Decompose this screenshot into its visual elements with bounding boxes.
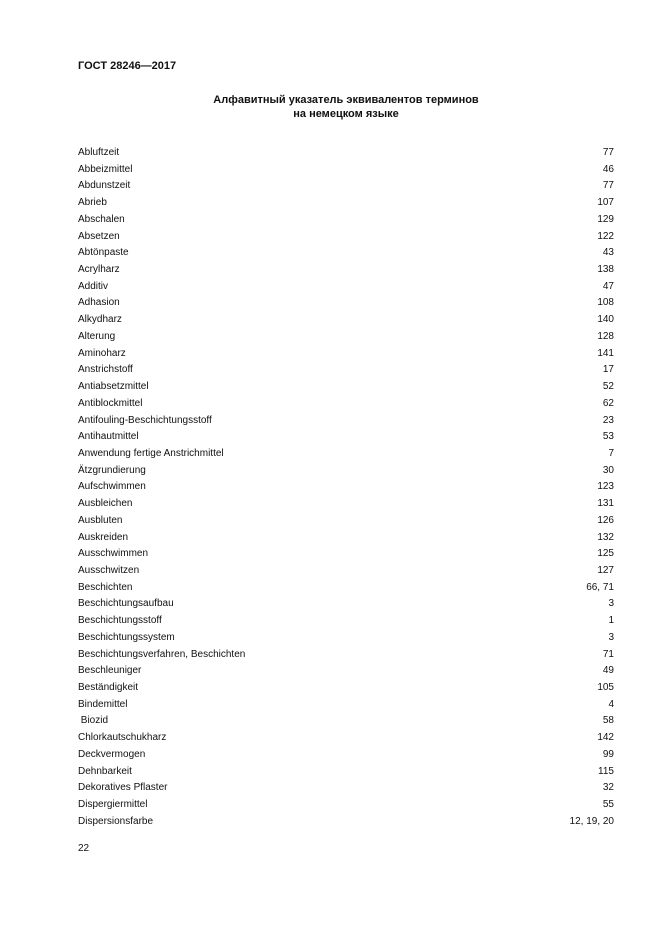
- index-page-ref: 115: [598, 765, 614, 777]
- index-page-ref: 53: [602, 431, 614, 443]
- index-title-line-1: Алфавитный указатель эквивалентов терминов: [213, 94, 479, 106]
- standard-header: ГОСТ 28246—2017: [78, 60, 177, 72]
- index-entry: [78, 697, 614, 714]
- index-entry: [78, 647, 614, 664]
- index-page-ref: 17: [602, 364, 614, 376]
- index-term: Abbeizmittel: [78, 163, 133, 175]
- index-page-ref: 129: [597, 213, 614, 225]
- index-entry: [78, 145, 614, 162]
- index-entry: [78, 747, 614, 764]
- index-term: Beständigkeit: [78, 682, 139, 693]
- index-term: Acrylharz: [78, 264, 120, 276]
- index-term: Antifouling-Beschichtungsstoff: [78, 414, 212, 426]
- index-page-ref: 1: [608, 615, 614, 627]
- index-page-ref: 52: [602, 381, 614, 393]
- index-term: Absetzen: [78, 230, 120, 242]
- index-entry: [78, 396, 614, 413]
- index-term: Ausbleichen: [78, 498, 133, 510]
- page-number: 22: [78, 843, 90, 854]
- index-term: Deckvermogen: [78, 748, 146, 760]
- index-term: Anstrichstoff: [78, 364, 133, 376]
- index-entry: [78, 446, 614, 463]
- index-page-ref: 132: [597, 531, 614, 543]
- index-entry: [78, 245, 614, 262]
- index-page-ref: 142: [597, 732, 614, 744]
- index-term: Dispergiermittel: [78, 799, 148, 811]
- index-page-ref: 58: [602, 715, 614, 727]
- index-entry: [78, 479, 614, 496]
- index-page-ref: 47: [602, 280, 614, 292]
- index-page-ref: 138: [597, 264, 614, 276]
- index-term: Alkydharz: [78, 314, 122, 326]
- index-term: Ätzgrundierung: [78, 464, 146, 476]
- index-page-ref: 128: [597, 330, 614, 342]
- index-page-ref: 105: [597, 682, 614, 693]
- index-page-ref: 108: [597, 297, 614, 309]
- index-entry: [78, 346, 614, 363]
- index-entry: [78, 463, 614, 480]
- term-index-list: [78, 145, 614, 830]
- index-entry: [78, 195, 614, 212]
- index-page-ref: 3: [608, 598, 614, 610]
- index-term: Ausschwitzen: [78, 564, 140, 576]
- index-page-ref: 7: [608, 447, 614, 459]
- index-page-ref: 125: [597, 548, 614, 560]
- index-entry: [78, 362, 614, 379]
- index-term: Anwendung fertige Anstrichmittel: [78, 447, 224, 459]
- index-term: Adhasion: [78, 297, 120, 309]
- index-entry: [78, 229, 614, 246]
- index-entry: [78, 413, 614, 430]
- index-entry: [78, 546, 614, 563]
- index-entry: [78, 496, 614, 513]
- index-entry: [78, 764, 614, 781]
- index-entry: [78, 178, 614, 195]
- index-page-ref: 32: [602, 782, 614, 794]
- index-term: Ausbluten: [78, 514, 123, 526]
- index-entry: [78, 663, 614, 680]
- index-page-ref: 131: [597, 498, 614, 510]
- index-entry: [78, 162, 614, 179]
- index-entry: [78, 513, 614, 530]
- index-page-ref: 71: [602, 648, 614, 660]
- index-page-ref: 4: [608, 698, 614, 710]
- index-page-ref: 99: [602, 748, 614, 760]
- index-term: Abluftzeit: [78, 147, 120, 158]
- index-term: Abrieb: [78, 197, 107, 209]
- index-entry: [78, 329, 614, 346]
- index-page-ref: 3: [608, 631, 614, 643]
- index-term: Abdunstzeit: [78, 180, 131, 192]
- index-page-ref: 30: [602, 464, 614, 476]
- index-term: Beschleuniger: [78, 665, 142, 677]
- index-entry: [78, 797, 614, 814]
- index-term: Alterung: [78, 330, 116, 342]
- index-term: Antiblockmittel: [78, 397, 143, 409]
- index-page-ref: 123: [597, 481, 614, 493]
- index-term: Dekoratives Pflaster: [78, 782, 168, 794]
- index-page-ref: 12, 19, 20: [569, 815, 614, 827]
- index-term: Beschichtungsaufbau: [78, 598, 174, 610]
- index-term: Ausschwimmen: [78, 548, 149, 560]
- index-page-ref: 62: [602, 397, 614, 409]
- index-entry: [78, 563, 614, 580]
- index-term: Additiv: [78, 280, 109, 292]
- index-page-ref: 140: [597, 314, 614, 326]
- index-entry: [78, 295, 614, 312]
- index-entry: [78, 429, 614, 446]
- index-page-ref: 66, 71: [586, 581, 614, 593]
- index-term: Beschichtungssystem: [78, 631, 175, 643]
- index-page-ref: 107: [597, 197, 614, 209]
- index-term: Biozid: [78, 715, 109, 727]
- index-page-ref: 127: [597, 564, 614, 576]
- index-term: Antiabsetzmittel: [78, 381, 149, 393]
- index-term: Auskreiden: [78, 531, 129, 543]
- index-term: Beschichtungsverfahren, Beschichten: [78, 648, 246, 660]
- index-page-ref: 77: [602, 180, 614, 192]
- index-page-ref: 23: [602, 414, 614, 426]
- index-term: Abschalen: [78, 213, 125, 225]
- index-entry: [78, 580, 614, 597]
- index-term: Aminoharz: [78, 347, 126, 359]
- index-page-ref: 43: [602, 247, 614, 259]
- index-page-ref: 55: [602, 799, 614, 811]
- index-page-ref: 126: [597, 514, 614, 526]
- index-entry: [78, 279, 614, 296]
- index-entry: [78, 379, 614, 396]
- index-term: Abtönpaste: [78, 247, 129, 259]
- index-term: Bindemittel: [78, 698, 128, 710]
- index-term: Beschichten: [78, 581, 133, 593]
- index-page-ref: 49: [602, 665, 614, 677]
- index-title-line-2: на немецком языке: [293, 108, 399, 120]
- index-term: Antihautmittel: [78, 431, 139, 443]
- index-term: Aufschwimmen: [78, 481, 146, 493]
- index-page-ref: 141: [597, 347, 614, 359]
- index-term: Dispersionsfarbe: [78, 815, 154, 827]
- index-entry: [78, 530, 614, 547]
- index-entry: [78, 630, 614, 647]
- index-page-ref: 77: [602, 147, 614, 158]
- index-entry: [78, 814, 614, 831]
- index-entry: [78, 730, 614, 747]
- index-entry: [78, 596, 614, 613]
- index-entry: [78, 212, 614, 229]
- index-page-ref: 122: [597, 230, 614, 242]
- index-title: [0, 93, 661, 121]
- index-entry: [78, 780, 614, 797]
- index-term: Dehnbarkeit: [78, 765, 132, 777]
- index-term: Beschichtungsstoff: [78, 615, 162, 627]
- index-page-ref: 46: [602, 163, 614, 175]
- index-entry: [78, 312, 614, 329]
- index-entry: [78, 613, 614, 630]
- index-term: Chlorkautschukharz: [78, 732, 167, 744]
- index-entry: [78, 262, 614, 279]
- index-entry: [78, 713, 614, 730]
- index-entry: [78, 680, 614, 697]
